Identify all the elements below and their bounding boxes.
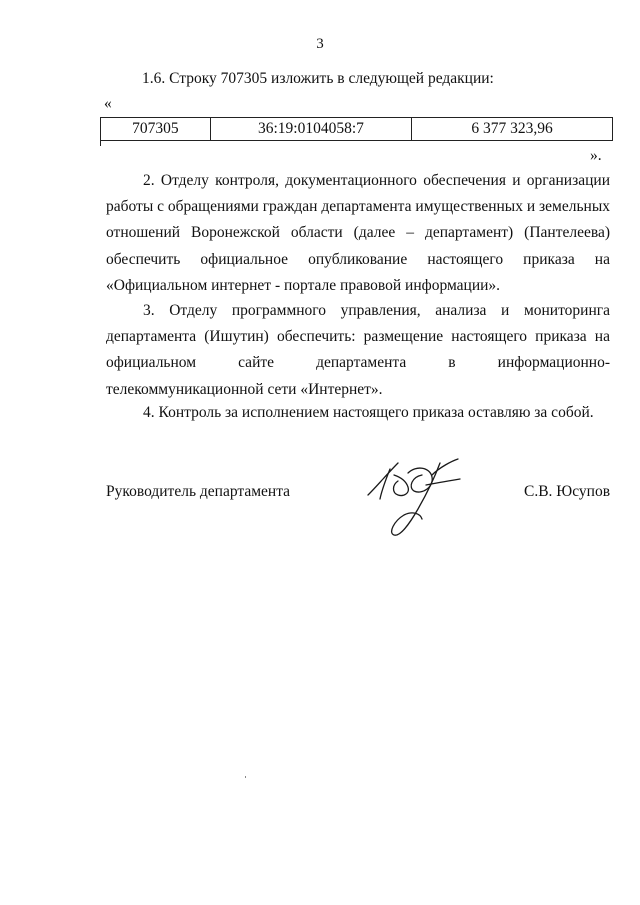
paragraph-2: 2. Отделу контроля, документационного обеспечения и организации работы с обращениями граждан департамента имущественных и земельных отношений Воронежской области (далее – департамент) (Пантелеева) обеспечить официальное опубликование настоящего приказа на «Официальном интернет - портале правовой информации».: [106, 172, 610, 294]
scan-speck: [245, 776, 246, 778]
table-row: [101, 118, 613, 141]
table-cell-cadastral-value: 6 377 323,96: [412, 118, 613, 141]
paragraph-4: 4. Контроль за исполнением настоящего приказа оставляю за собой.: [143, 404, 594, 421]
page-number: 3: [316, 36, 324, 52]
paragraph-3: 3. Отделу программного управления, анализа и мониторинга департамента (Ишутин) обеспечить: размещение настоящего приказа на официальном сайте департамента в информационно-телекоммуникационной сети «Интернет».: [106, 302, 610, 398]
signatory-role: Руководитель департамента: [106, 483, 291, 500]
signatory-name: С.В. Юсупов: [524, 483, 611, 500]
amendment-table: [100, 117, 613, 141]
table-cell-cadastral-number: 36:19:0104058:7: [210, 118, 411, 141]
table-border-tick: [100, 141, 101, 146]
quote-close: ».: [590, 147, 602, 164]
quote-open: «: [104, 95, 112, 112]
table-cell-row-number: 707305: [101, 118, 211, 141]
handwritten-signature: [360, 455, 470, 545]
amendment-intro: 1.6. Строку 707305 изложить в следующей редакции:: [142, 70, 494, 87]
